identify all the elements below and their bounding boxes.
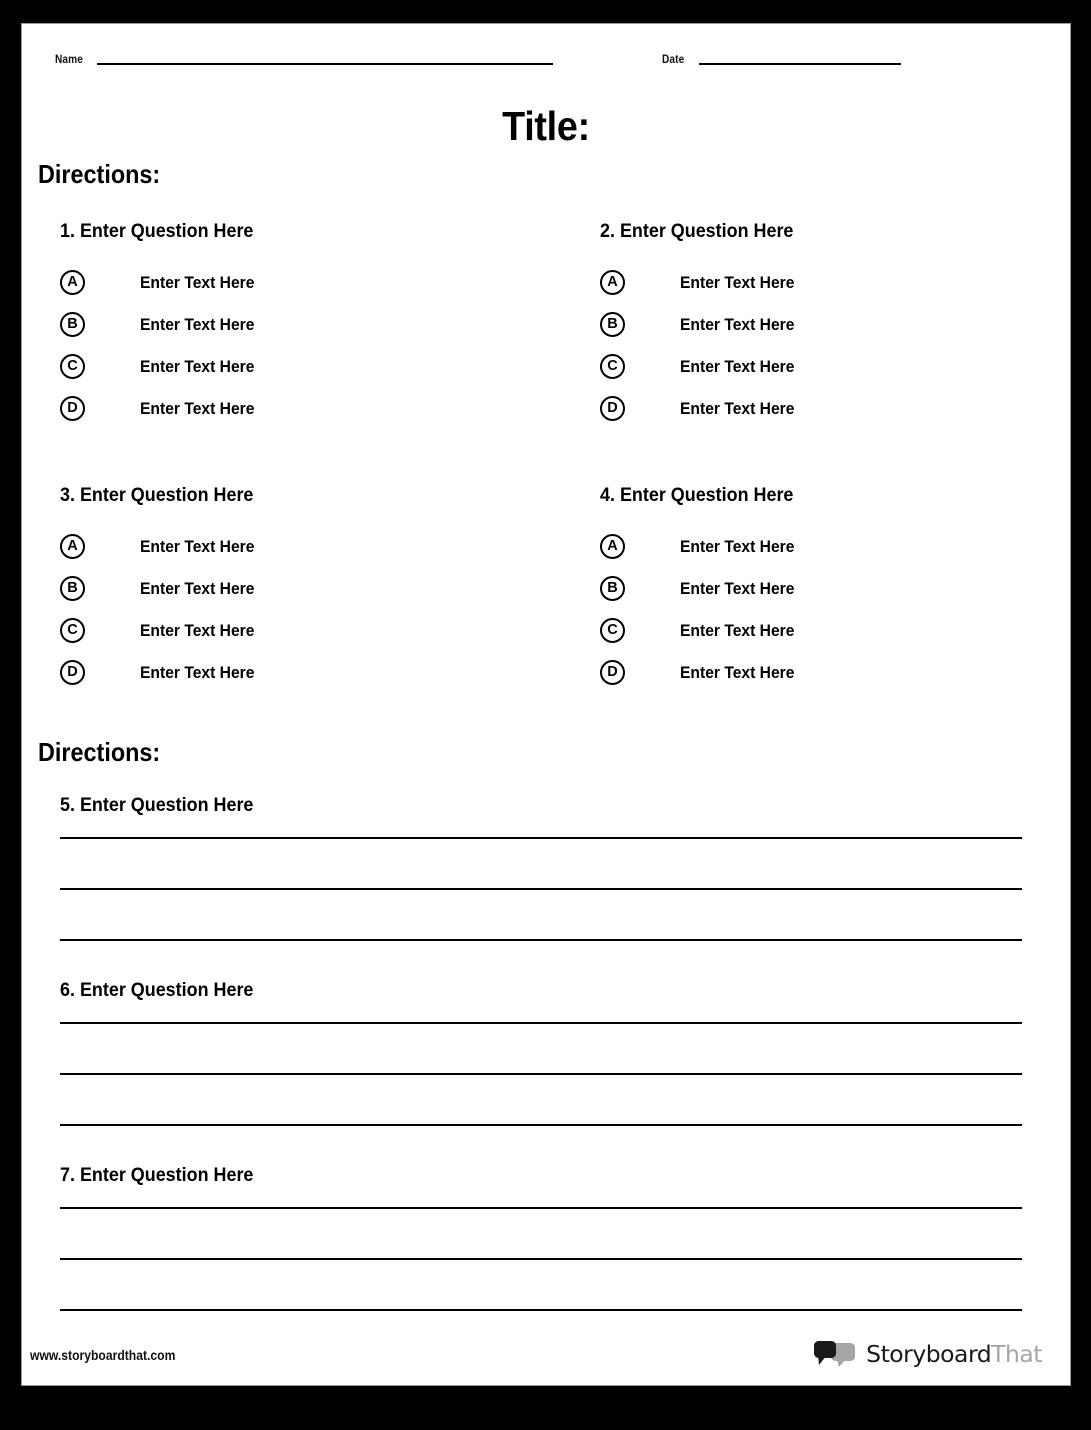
mc-option-a[interactable] — [600, 269, 1070, 295]
mc-option-label[interactable]: Enter Text Here — [680, 578, 795, 598]
mc-option-b[interactable] — [60, 575, 530, 601]
worksheet-footer — [22, 1319, 1070, 1385]
mc-option-b[interactable] — [600, 575, 1070, 601]
mc-question-3 — [60, 484, 530, 701]
mc-option-label[interactable]: Enter Text Here — [680, 272, 795, 292]
option-bubble-b-icon[interactable]: B — [60, 576, 85, 601]
date-field[interactable] — [662, 54, 901, 67]
mc-question-1 — [60, 220, 530, 437]
mc-option-b[interactable] — [600, 311, 1070, 337]
mc-question-2 — [600, 220, 1070, 437]
answer-line[interactable] — [60, 1022, 1022, 1024]
option-bubble-c-icon[interactable]: C — [600, 354, 625, 379]
mc-option-c[interactable] — [600, 353, 1070, 379]
option-bubble-c-icon[interactable]: C — [600, 618, 625, 643]
mc-question-title[interactable]: 3. Enter Question Here — [60, 484, 254, 506]
answer-lines — [60, 1207, 1022, 1311]
name-field[interactable] — [55, 54, 553, 67]
option-bubble-d-icon[interactable]: D — [600, 396, 625, 421]
answer-line[interactable] — [60, 1258, 1022, 1260]
mc-question-title[interactable]: 2. Enter Question Here — [600, 220, 794, 242]
logo-wordmark — [866, 1341, 1042, 1367]
mc-option-label[interactable]: Enter Text Here — [680, 314, 795, 334]
mc-option-d[interactable] — [600, 659, 1070, 685]
mc-option-d[interactable] — [60, 659, 530, 685]
mc-option-label[interactable]: Enter Text Here — [680, 398, 795, 418]
mc-option-d[interactable] — [60, 395, 530, 421]
open-question-title[interactable]: 5. Enter Question Here — [60, 794, 254, 816]
worksheet-header — [22, 24, 1070, 84]
open-question-6 — [60, 979, 1022, 1126]
mc-option-label[interactable]: Enter Text Here — [680, 536, 795, 556]
mc-option-c[interactable] — [60, 353, 530, 379]
mc-option-label[interactable]: Enter Text Here — [140, 620, 255, 640]
mc-option-a[interactable] — [60, 269, 530, 295]
mc-option-list — [600, 533, 1070, 685]
answer-line[interactable] — [60, 837, 1022, 839]
logo-word-storyboard: Storyboard — [866, 1340, 992, 1368]
multiple-choice-grid — [22, 220, 1070, 710]
logo-word-that: That — [991, 1340, 1042, 1368]
mc-question-title[interactable]: 1. Enter Question Here — [60, 220, 254, 242]
name-write-line[interactable] — [97, 63, 553, 65]
mc-option-d[interactable] — [600, 395, 1070, 421]
mc-option-list — [600, 269, 1070, 421]
answer-line[interactable] — [60, 1309, 1022, 1311]
worksheet-sheet — [22, 24, 1070, 1385]
directions-heading-1[interactable]: Directions: — [38, 159, 161, 189]
option-bubble-a-icon[interactable]: A — [600, 270, 625, 295]
mc-question-title[interactable]: 4. Enter Question Here — [600, 484, 794, 506]
option-bubble-a-icon[interactable]: A — [60, 270, 85, 295]
option-bubble-d-icon[interactable]: D — [60, 396, 85, 421]
answer-line[interactable] — [60, 888, 1022, 890]
option-bubble-b-icon[interactable]: B — [600, 576, 625, 601]
mc-question-4 — [600, 484, 1070, 701]
date-write-line[interactable] — [699, 63, 901, 65]
answer-line[interactable] — [60, 1124, 1022, 1126]
mc-option-label[interactable]: Enter Text Here — [680, 356, 795, 376]
option-bubble-d-icon[interactable]: D — [600, 660, 625, 685]
mc-option-label[interactable]: Enter Text Here — [140, 536, 255, 556]
option-bubble-a-icon[interactable]: A — [60, 534, 85, 559]
answer-lines — [60, 837, 1022, 941]
page-title[interactable]: Title: — [502, 103, 590, 149]
directions-heading-2[interactable]: Directions: — [38, 737, 161, 767]
mc-option-label[interactable]: Enter Text Here — [140, 314, 255, 334]
mc-option-label[interactable]: Enter Text Here — [140, 398, 255, 418]
option-bubble-a-icon[interactable]: A — [600, 534, 625, 559]
option-bubble-c-icon[interactable]: C — [60, 618, 85, 643]
storyboardthat-logo[interactable] — [813, 1337, 1042, 1371]
mc-option-b[interactable] — [60, 311, 530, 337]
option-bubble-c-icon[interactable]: C — [60, 354, 85, 379]
option-bubble-b-icon[interactable]: B — [60, 312, 85, 337]
mc-option-label[interactable]: Enter Text Here — [680, 620, 795, 640]
mc-option-label[interactable]: Enter Text Here — [140, 272, 255, 292]
open-question-title[interactable]: 7. Enter Question Here — [60, 1164, 254, 1186]
speech-bubbles-icon — [813, 1340, 857, 1368]
answer-lines — [60, 1022, 1022, 1126]
option-bubble-b-icon[interactable]: B — [600, 312, 625, 337]
date-label: Date — [662, 54, 685, 66]
answer-line[interactable] — [60, 1207, 1022, 1209]
mc-option-label[interactable]: Enter Text Here — [680, 662, 795, 682]
mc-option-c[interactable] — [600, 617, 1070, 643]
mc-option-label[interactable]: Enter Text Here — [140, 662, 255, 682]
answer-line[interactable] — [60, 939, 1022, 941]
option-bubble-d-icon[interactable]: D — [60, 660, 85, 685]
mc-option-label[interactable]: Enter Text Here — [140, 578, 255, 598]
mc-option-c[interactable] — [60, 617, 530, 643]
answer-line[interactable] — [60, 1073, 1022, 1075]
mc-option-list — [60, 269, 530, 421]
open-question-5 — [60, 794, 1022, 941]
name-label: Name — [55, 54, 83, 66]
mc-option-label[interactable]: Enter Text Here — [140, 356, 255, 376]
mc-option-list — [60, 533, 530, 685]
open-question-7 — [60, 1164, 1022, 1311]
open-question-title[interactable]: 6. Enter Question Here — [60, 979, 254, 1001]
footer-url[interactable]: www.storyboardthat.com — [30, 1348, 176, 1363]
mc-option-a[interactable] — [60, 533, 530, 559]
mc-option-a[interactable] — [600, 533, 1070, 559]
